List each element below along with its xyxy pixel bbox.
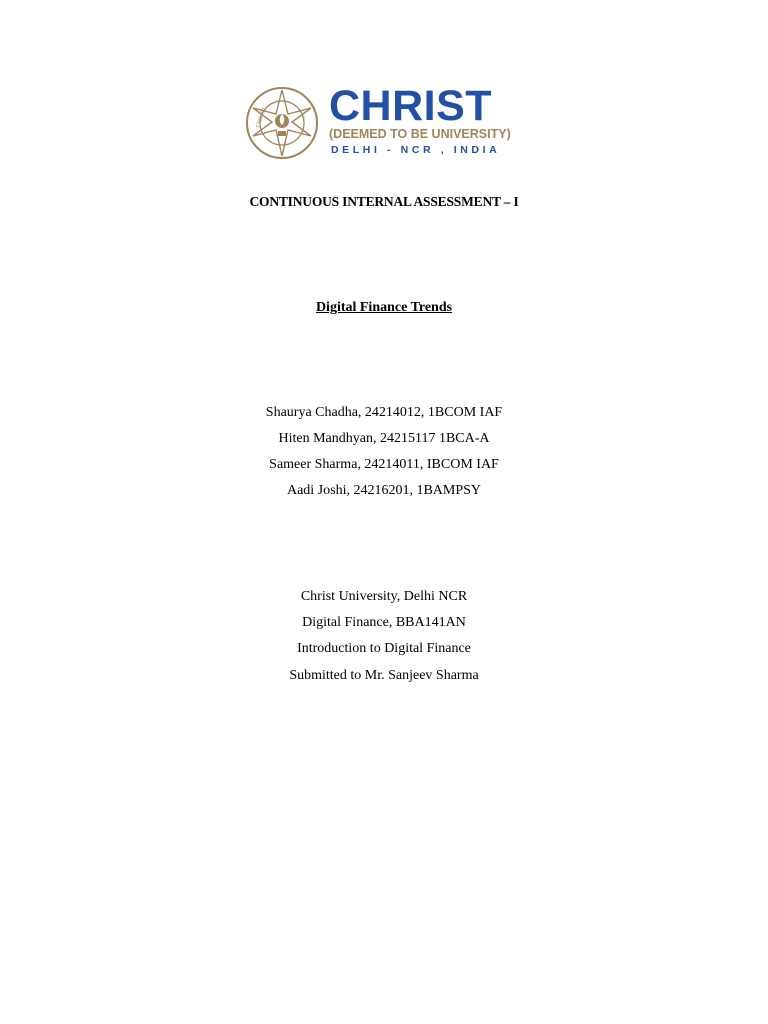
document-title: Digital Finance Trends <box>315 300 453 315</box>
university-logo <box>245 82 525 160</box>
brand-location: DELHI - NCR , INDIA <box>331 144 501 156</box>
detail-line: Introduction to Digital Finance <box>297 641 471 656</box>
brand-name: CHRIST <box>329 82 493 130</box>
brand-tagline: (DEEMED TO BE UNIVERSITY) <box>329 127 511 141</box>
assessment-heading: CONTINUOUS INTERNAL ASSESSMENT – I <box>249 194 519 209</box>
detail-line: Digital Finance, BBA141AN <box>302 615 466 630</box>
author-line: Aadi Joshi, 24216201, 1BAMPSY <box>286 483 482 498</box>
svg-text:·:·: ·:· <box>299 112 307 121</box>
author-line: Sameer Sharma, 24214011, IBCOM IAF <box>269 457 499 472</box>
detail-line: Submitted to Mr. Sanjeev Sharma <box>289 668 479 683</box>
author-line: Shaurya Chadha, 24214012, 1BCOM IAF <box>265 405 503 420</box>
detail-line: Christ University, Delhi NCR <box>300 589 468 604</box>
university-emblem-icon <box>245 86 319 160</box>
svg-text:CHRIST: CHRIST <box>255 106 269 129</box>
author-line: Hiten Mandhyan, 24215117 1BCA-A <box>278 431 490 446</box>
